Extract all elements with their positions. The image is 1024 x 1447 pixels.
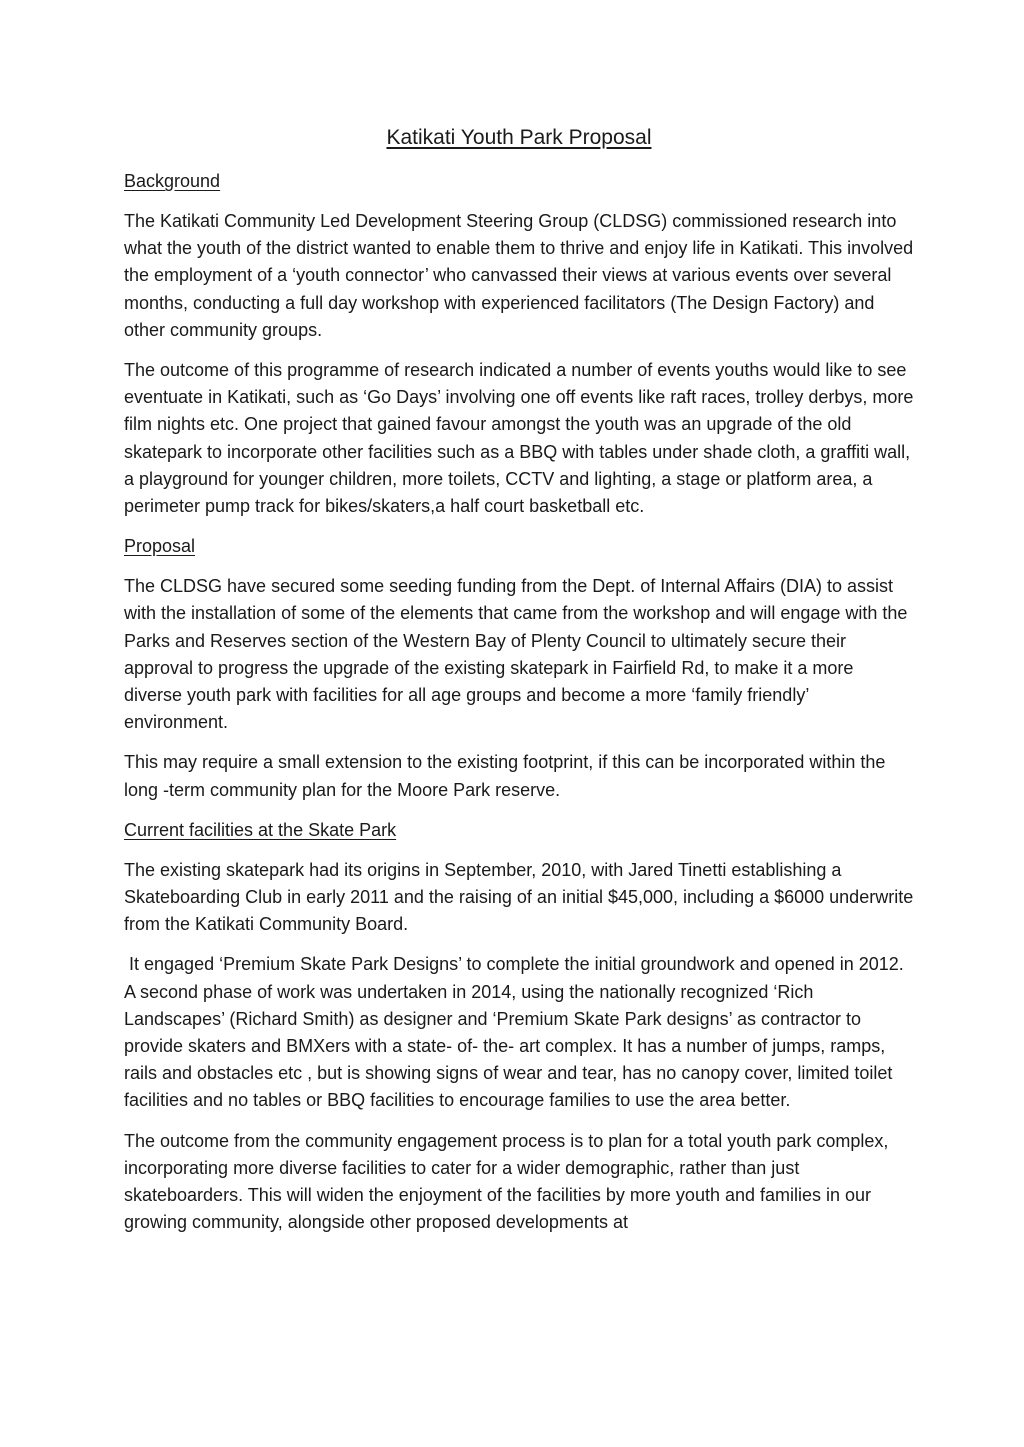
section-heading-current-facilities: Current facilities at the Skate Park: [124, 819, 397, 840]
facilities-paragraph-1: The existing skatepark had its origins in September, 2010, with Jared Tinetti establishing a Skateboarding Club in early 2011 and the raising of an initial $45,000, including a $6000 underwrite from the Katikati Community Board.: [124, 859, 914, 935]
facilities-paragraph-3: The outcome from the community engagement process is to plan for a total youth park complex, incorporating more diverse facilities to cater for a wider demographic, rather than just skateboarders. This will widen the enjoyment of the facilities by more youth and families in our growing community, alongside other proposed developments at: [124, 1130, 889, 1233]
section-heading-background: Background: [124, 171, 221, 191]
background-paragraph-1: The Katikati Community Led Development Steering Group (CLDSG) commissioned research into what the youth of the district wanted to enable them to thrive and enjoy life in Katikati. This involved the employment of a ‘youth connector’ who canvassed their views at various events over several months, conducting a full day workshop with experienced facilitators (The Design Factory) and other community groups.: [124, 211, 914, 340]
background-paragraph-2: The outcome of this programme of research indicated a number of events youths would like to see eventuate in Katikati, such as ‘Go Days’ involving one off events like raft races, trolley derbys, more film nights etc. One project that gained favour amongst the youth was an upgrade of the old skatepark to incorporate other facilities such as a BBQ with tables under shade cloth, a graffiti wall, a playground for younger children, more toilets, CCTV and lighting, a stage or platform area, a perimeter pump track for bikes/skaters,a half court basketball etc.: [124, 360, 914, 517]
proposal-paragraph-1: The CLDSG have secured some seeding funding from the Dept. of Internal Affairs (DIA) to assist with the installation of some of the elements that came from the workshop and will engage with the Parks and Reserves section of the Western Bay of Plenty Council to ultimately secure their approval to progress the upgrade of the existing skatepark in Fairfield Rd, to make it a more diverse youth park with facilities for all age groups and become a more ‘family friendly’ environment.: [124, 576, 908, 733]
proposal-paragraph-2: This may require a small extension to the existing footprint, if this can be incorporated within the long -term community plan for the Moore Park reserve.: [124, 752, 886, 800]
section-heading-proposal: Proposal: [124, 536, 196, 557]
facilities-paragraph-2: It engaged ‘Premium Skate Park Designs’ to complete the initial groundwork and opened in 2012. A second phase of work was undertaken in 2014, using the nationally recognized ‘Rich Landscapes’ (Richard Smith) as designer and ‘Premium Skate Park designs’ as contractor to provide skaters and BMXers with a state- of- the- art complex. It has a number of jumps, ramps, rails and obstacles etc , but is showing signs of wear and tear, has no canopy cover, limited toilet facilities and no tables or BBQ facilities to encourage families to use the area better.: [124, 954, 913, 1111]
document-page: [124, 122, 914, 1250]
document-title: Katikati Youth Park Proposal: [386, 126, 652, 149]
